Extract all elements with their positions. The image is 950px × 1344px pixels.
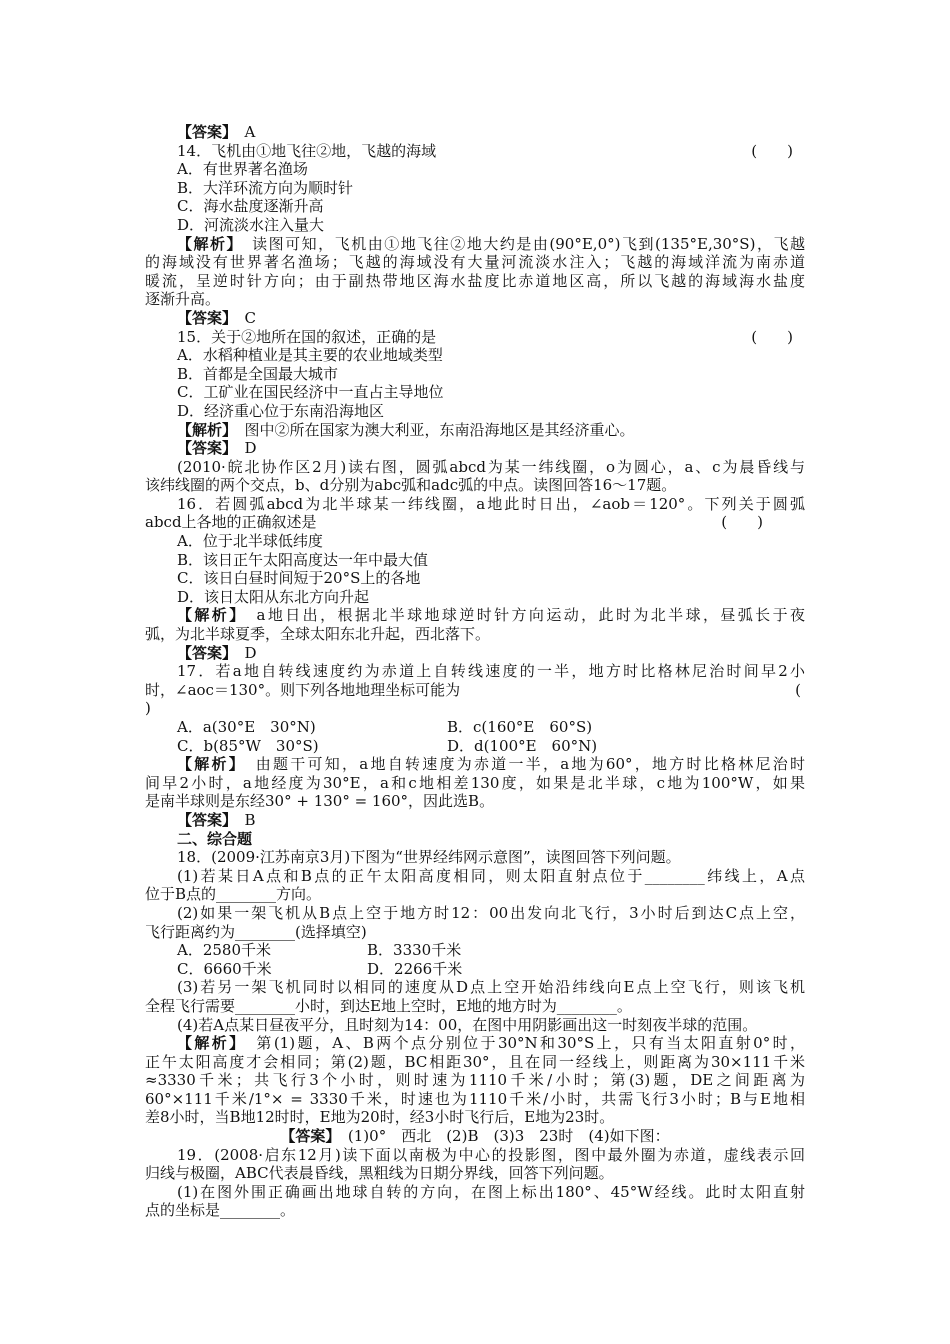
label-tag: 【解析】 <box>177 755 239 774</box>
option-text: B．大洋环流方向为顺时针 <box>177 178 354 197</box>
question-text: 全程飞行需要________小时，到达E地上空时，E地的地方时为________。 <box>145 996 632 1015</box>
answer-text: 【答案】 D <box>177 439 257 458</box>
question-text: abcd上各地的正确叙述是 <box>145 513 317 532</box>
label-tag: 【答案】 <box>177 123 230 141</box>
option-text: C．工矿业在国民经济中一直占主导地位 <box>177 383 444 402</box>
label-tag: 【答案】 <box>177 439 230 458</box>
answer-text: 【答案】 D <box>177 643 257 662</box>
analysis-line <box>145 1108 805 1127</box>
analysis-text: 【解析】 图中②所在国家为澳大利亚，东南沿海地区是其经济重心。 <box>177 420 635 439</box>
sub-question <box>145 978 805 997</box>
analysis-text: 【解析】 读图可知，飞机由①地飞往②地大约是由(90°E,0°)飞到(135°E,30°S)，飞越 <box>177 234 805 253</box>
question-text: (1)在图外围正确画出地球自转的方向，在图上标出180°、45°W经线。此时太阳直射 <box>177 1182 805 1201</box>
analysis-line <box>145 1053 805 1072</box>
option-d <box>145 588 805 607</box>
label-tag: 【答案】 <box>177 643 230 662</box>
analysis-text: 逐渐升高。 <box>145 290 221 309</box>
question-text: 16．若圆弧abcd为北半球某一纬线圈，a地此时日出，∠aob＝120°。下列关于圆弧 <box>177 494 805 513</box>
question-text: 14．飞机由①地飞往②地，飞越的海域 <box>177 141 437 160</box>
label-tag: 【答案】 <box>177 308 230 327</box>
option-b: B．c(160°E 60°S) <box>447 718 593 736</box>
option-b <box>145 365 805 384</box>
analysis-line <box>145 290 805 309</box>
question-text: (2)如果一架飞机从B点上空于地方时12：00出发向北飞行，3小时后到达C点上空， <box>177 903 805 922</box>
analysis-text: 是南半球则是东经30° + 130° = 160°，因此选B。 <box>145 792 495 811</box>
answer-blank: ( ) <box>751 141 793 160</box>
option-d <box>145 402 805 421</box>
question-17 <box>145 662 805 681</box>
answer-line <box>145 439 805 458</box>
analysis-text: 60°×111千米/1°× = 3330千米，时速也为1110千米/小时，共需飞行3小时；B与E地相 <box>145 1089 805 1108</box>
analysis-line <box>145 1034 805 1053</box>
question-text: 19．(2008·启东12月)读下面以南极为中心的投影图，图中最外圈为赤道，虚线表示回 <box>177 1145 805 1164</box>
option-d: D．d(100°E 60°N) <box>447 736 598 755</box>
options-row <box>145 960 805 979</box>
analysis-text: 【解析】 由题干可知，a地自转速度为赤道一半，a地为60°，地方时比格林尼治时 <box>177 755 805 774</box>
answer-line <box>145 123 805 142</box>
analysis-line <box>145 253 805 272</box>
question-16-cont <box>145 513 805 532</box>
question-text: 15．关于②地所在国的叙述，正确的是 <box>177 327 437 346</box>
option-c: C．b(85°W 30°S) <box>177 736 319 755</box>
answer-text: 【答案】 B <box>177 810 256 829</box>
question-text: 点的坐标是________。 <box>145 1201 296 1220</box>
option-text: A．位于北半球低纬度 <box>177 532 323 551</box>
answer-text: 【答案】 C <box>177 308 256 327</box>
label-tag: 【解析】 <box>177 234 236 253</box>
answer-blank: ) <box>145 699 151 718</box>
label-tag: 【解析】 <box>177 1034 240 1053</box>
option-c <box>145 383 805 402</box>
label-tag: 【答案】 <box>280 1127 333 1146</box>
option-text: A．水稻种植业是其主要的农业地域类型 <box>177 346 443 365</box>
analysis-line <box>145 792 805 811</box>
passage-intro <box>145 476 805 495</box>
answer-blank: ( <box>795 680 801 699</box>
section-heading <box>145 830 805 849</box>
sub-question <box>145 923 805 942</box>
question-text: (1)若某日A点和B点的正午太阳高度相同，则太阳直射点位于________纬线上，A点 <box>177 866 805 885</box>
label-tag: 【解析】 <box>177 420 230 439</box>
question-14 <box>145 142 805 161</box>
answer-line <box>145 309 805 328</box>
option-d: D．2266千米 <box>367 959 463 978</box>
option-text: A．有世界著名渔场 <box>177 160 308 179</box>
option-text: C．该日白昼时间短于20°S上的各地 <box>177 569 421 588</box>
option-a: A．2580千米 <box>177 941 272 960</box>
question-18 <box>145 848 805 867</box>
answer-line <box>145 1127 805 1146</box>
option-b: B．3330千米 <box>367 941 462 960</box>
option-a <box>145 532 805 551</box>
analysis-line <box>145 1071 805 1090</box>
question-19 <box>145 1146 805 1165</box>
sub-question <box>145 1183 805 1202</box>
analysis-line <box>145 235 805 254</box>
analysis-text: 间早2小时，a地经度为30°E，a和c地相差130度，如果是北半球，c地为100°W，如果 <box>145 773 805 792</box>
option-text: B．该日正午太阳高度达一年中最大值 <box>177 550 429 569</box>
sub-question <box>145 904 805 923</box>
sub-question <box>145 1201 805 1220</box>
analysis-line <box>145 774 805 793</box>
answer-line <box>145 811 805 830</box>
analysis-text: 的海域没有世界著名渔场；飞越的海域没有大量河流淡水注入；飞越的海域洋流为南赤道 <box>145 253 805 272</box>
options-row <box>145 718 805 737</box>
option-text: D．经济重心位于东南沿海地区 <box>177 401 385 420</box>
option-a <box>145 160 805 179</box>
sub-question <box>145 1016 805 1035</box>
analysis-text: 【解析】 a地日出，根据北半球地球逆时针方向运动，此时为北半球，昼弧长于夜 <box>177 606 805 625</box>
passage-text: 该纬线圈的两个交点，b、d分别为abc弧和adc弧的中点。读图回答16～17题。 <box>145 476 677 495</box>
question-text: (3)若另一架飞机同时以相同的速度从D点上空开始沿纬线向E点上空飞行，则该飞机 <box>177 978 805 997</box>
passage-intro <box>145 458 805 477</box>
sub-question <box>145 867 805 886</box>
label-tag: 【答案】 <box>177 810 230 829</box>
passage-text: (2010·皖北协作区2月)读右图，圆弧abcd为某一纬线圈，o为圆心，a、c为晨昏线与 <box>177 457 805 476</box>
answer-line <box>145 644 805 663</box>
answer-blank-close <box>145 699 805 718</box>
page-content <box>145 123 805 1220</box>
analysis-text: 【解析】 第(1)题，A、B两个点分别位于30°N和30°S上，只有当太阳直射0°时， <box>177 1034 805 1053</box>
option-c <box>145 569 805 588</box>
analysis-line <box>145 1090 805 1109</box>
analysis-text: 差8小时，当B地12时时，E地为20时，经3小时飞行后，E地为23时。 <box>145 1108 615 1127</box>
question-17-cont <box>145 681 805 700</box>
question-16 <box>145 495 805 514</box>
answer-blank: ( ) <box>721 513 763 532</box>
option-text: D．河流淡水注入量大 <box>177 215 325 234</box>
analysis-line <box>145 755 805 774</box>
option-a: A．a(30°E 30°N) <box>177 718 316 736</box>
analysis-line <box>145 625 805 644</box>
option-text: C．海水盐度逐渐升高 <box>177 197 324 216</box>
answer-blank: ( ) <box>751 327 793 346</box>
analysis-line <box>145 421 805 440</box>
sub-question <box>145 885 805 904</box>
question-19-cont <box>145 1164 805 1183</box>
question-text: 飞行距离约为________(选择填空) <box>145 922 367 941</box>
option-b <box>145 179 805 198</box>
question-text: 位于B点的________方向。 <box>145 885 322 904</box>
option-a <box>145 346 805 365</box>
sub-question <box>145 997 805 1016</box>
question-text: 归线与极圈，ABC代表晨昏线，黑粗线为日期分界线，回答下列问题。 <box>145 1164 614 1183</box>
options-row <box>145 941 805 960</box>
section-title: 二、综合题 <box>177 829 253 848</box>
option-text: B．首都是全国最大城市 <box>177 364 339 383</box>
analysis-line <box>145 272 805 291</box>
options-row <box>145 737 805 756</box>
option-c <box>145 197 805 216</box>
label-tag: 【解析】 <box>177 606 240 625</box>
analysis-text: 暖流，呈逆时针方向；由于副热带地区海水盐度比赤道地区高，所以飞越的海域海水盐度 <box>145 271 805 290</box>
analysis-text: ≈3330千米；共飞行3个小时，则时速为1110千米/小时；第(3)题，DE之间距离为 <box>145 1071 805 1090</box>
option-text: D．该日太阳从东北方向升起 <box>177 587 370 606</box>
question-text: 18．(2009·江苏南京3月)下图为“世界经纬网示意图”，读图回答下列问题。 <box>177 848 681 867</box>
question-text: (4)若A点某日昼夜平分，且时刻为14：00，在图中用阴影画出这一时刻夜半球的范围。 <box>177 1015 758 1034</box>
option-d <box>145 216 805 235</box>
question-15 <box>145 328 805 347</box>
analysis-text: 正午太阳高度才会相同；第(2)题，BC相距30°，且在同一经线上，则距离为30×111千米 <box>145 1052 805 1071</box>
option-b <box>145 551 805 570</box>
analysis-text: 弧，为北半球夏季，全球太阳东北升起，西北落下。 <box>145 625 491 644</box>
question-text: 时，∠aoc＝130°。则下列各地地理坐标可能为 <box>145 680 461 699</box>
option-c: C．6660千米 <box>177 959 272 978</box>
answer-text: 【答案】 (1)0° 西北 (2)B (3)3 23时 (4)如下图： <box>280 1127 670 1146</box>
question-text: 17．若a地自转线速度约为赤道上自转线速度的一半，地方时比格林尼治时间早2小 <box>177 662 805 681</box>
analysis-line <box>145 606 805 625</box>
answer-text: 【答案】 A <box>177 123 256 141</box>
